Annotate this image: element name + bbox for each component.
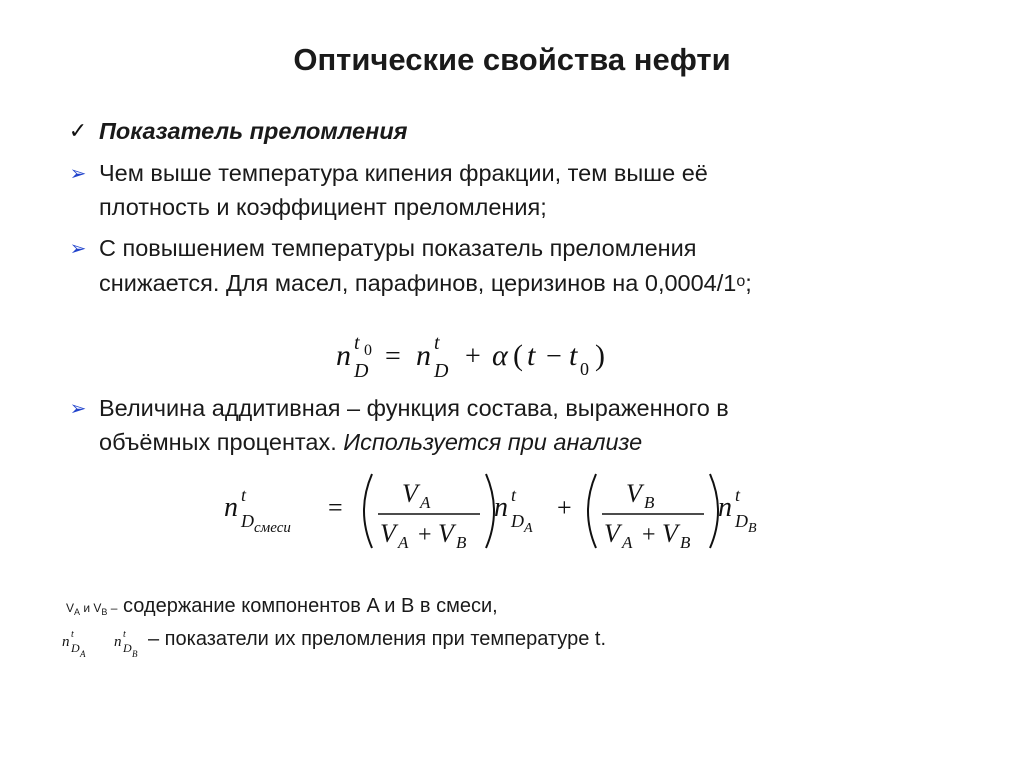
note-volume-content: VA и VB – содержание компонентов A и B в смеси, (66, 595, 498, 617)
svg-text:n: n (62, 634, 70, 650)
svg-text:A: A (524, 521, 533, 536)
svg-text:=: = (385, 341, 401, 372)
svg-text:D: D (511, 511, 524, 531)
svg-text:α: α (492, 339, 508, 372)
svg-text:D: D (123, 641, 132, 655)
formula-inline-refraction-symbols (60, 624, 156, 664)
formula-mixture-refraction (222, 466, 782, 556)
svg-text:A: A (398, 533, 409, 552)
arrow-bullet-icon: ➢ (69, 398, 87, 420)
bullet-3-line-1: Величина аддитивная – функция состава, выраженного в (99, 395, 729, 421)
svg-text:V: V (402, 479, 418, 508)
svg-text:D: D (735, 511, 748, 531)
formula-refraction-temperature (330, 325, 650, 385)
heading-text: Показатель преломления (99, 118, 408, 144)
slide-title: Оптические свойства нефти (293, 42, 731, 77)
bullet-1-line-1: Чем выше температура кипения фракции, тем выше её (99, 160, 708, 186)
svg-text:D: D (354, 360, 369, 382)
svg-text:n: n (416, 339, 431, 372)
svg-text:): ) (595, 339, 605, 372)
svg-text:(: ( (513, 339, 523, 372)
svg-text:n: n (336, 339, 351, 372)
svg-text:n: n (114, 634, 122, 650)
svg-text:t: t (434, 332, 440, 354)
svg-text:смеси: смеси (254, 520, 291, 536)
note-refraction-indices: – показатели их преломления при температуре t. (148, 628, 606, 650)
svg-text:0: 0 (364, 342, 372, 359)
svg-text:n: n (494, 492, 508, 523)
svg-text:−: − (546, 341, 562, 372)
svg-text:D: D (71, 641, 80, 655)
svg-text:B: B (748, 521, 757, 536)
svg-text:t: t (123, 629, 126, 640)
svg-text:V: V (626, 479, 642, 508)
svg-text:t: t (569, 339, 578, 372)
svg-text:t: t (511, 485, 517, 505)
svg-text:t: t (354, 332, 360, 354)
svg-text:D: D (241, 511, 254, 531)
svg-text:V: V (438, 519, 454, 548)
svg-text:V: V (662, 519, 678, 548)
svg-text:t: t (71, 629, 74, 640)
svg-text:+: + (418, 522, 432, 548)
svg-text:t: t (241, 485, 247, 505)
svg-text:A: A (420, 493, 431, 512)
svg-text:A: A (80, 649, 86, 659)
svg-text:V: V (380, 519, 396, 548)
svg-text:B: B (456, 533, 467, 552)
svg-text:n: n (718, 492, 732, 523)
svg-text:n: n (224, 492, 238, 523)
svg-text:+: + (557, 493, 572, 522)
checkmark-icon: ✓ (68, 118, 88, 143)
svg-text:V: V (604, 519, 620, 548)
svg-text:0: 0 (580, 359, 589, 379)
bullet-3-line-2: объёмных процентах. Используется при анализе (99, 429, 643, 455)
arrow-bullet-icon: ➢ (69, 238, 87, 260)
svg-text:t: t (527, 339, 536, 372)
bullet-1-line-2: плотность и коэффициент преломления; (99, 194, 547, 220)
bullet-2-line-2: снижается. Для масел, парафинов, церизинов на $0,0004/1^о$; (99, 270, 752, 296)
svg-text:+: + (642, 522, 656, 548)
arrow-bullet-icon: ➢ (69, 163, 87, 185)
svg-text:A: A (622, 533, 633, 552)
svg-text:B: B (644, 493, 655, 512)
svg-text:t: t (735, 485, 741, 505)
svg-text:+: + (465, 341, 481, 372)
svg-text:=: = (328, 493, 343, 522)
svg-text:D: D (434, 360, 449, 382)
svg-text:B: B (132, 649, 138, 659)
bullet-2-line-1: С повышением температуры показатель преломления (99, 235, 697, 261)
svg-text:B: B (680, 533, 691, 552)
